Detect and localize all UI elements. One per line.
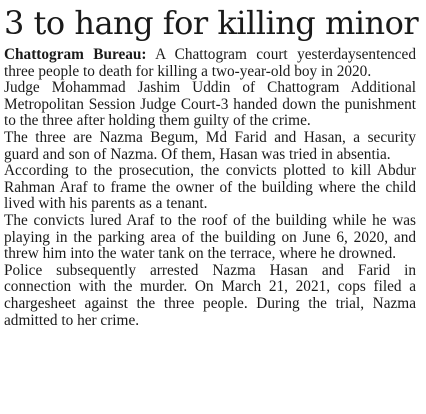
paragraph-1-text: A Chattogram court yesterdaysentenced three people to death for killing a two-year-old boy in 2020. xyxy=(4,46,416,80)
paragraph-4: According to the prosecution, the convicts plotted to kill Abdur Rahman Araf to frame the owner of the building where the child lived with his parents as a tenant. xyxy=(4,162,416,213)
article-body xyxy=(4,47,416,329)
dateline: Chattogram Bureau: xyxy=(4,46,147,63)
paragraph-3: The three are Nazma Begum, Md Farid and Hasan, a security guard and son of Nazma. Of them, Hasan was tried in absentia. xyxy=(4,128,416,163)
paragraph-6: Police subsequently arrested Nazma Hasan and Farid in connection with the murder. On March 21, 2021, cops filed a chargesheet against the three people. During the trial, Nazma admitted to her crime. xyxy=(4,261,416,329)
paragraph-1 xyxy=(4,47,416,80)
paragraph-5: The convicts lured Araf to the roof of the building while he was playing in the parking area of the building on June 6, 2020, and threw him into the water tank on the terrace, where he drowned. xyxy=(4,211,416,263)
paragraph-2: Judge Mohammad Jashim Uddin of Chattogram Additional Metropolitan Session Judge Court-3 handed down the punishment to the three after holding them guilty of the crime. xyxy=(4,79,416,130)
headline: 3 to hang for killing minor xyxy=(4,4,419,42)
